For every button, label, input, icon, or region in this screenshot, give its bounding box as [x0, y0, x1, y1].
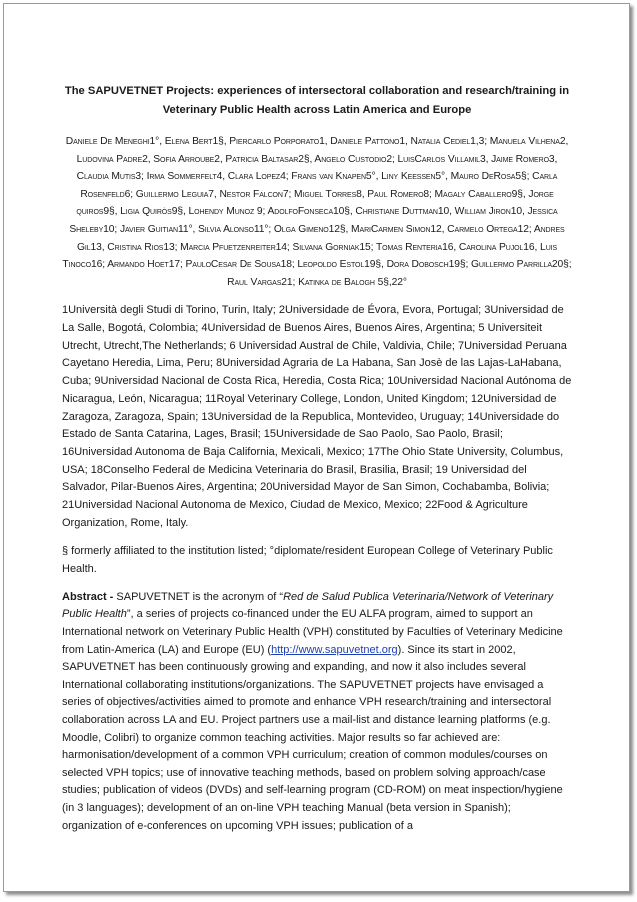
abstract-text-2: ”, a series of projects co-financed under the EU ALFA program, aimed to support an International network on Veterinary Public Health (VPH) constituted by Faculties of Veterinary Medicine from Latin-America (LA) and Europe (EU) ( — [62, 608, 563, 656]
affiliations: 1Università degli Studi di Torino, Turin, Italy; 2Universidade de Évora, Evora, Portugal; 3Universidad de La Salle, Bogotá, Colombia; 4Universidad de Buenos Aires, Buenos Aires, Argentina; 5 Universiteit Utrecht, Utrecht,The Netherlands; 6 Universidad Austral de Chile, Valdivia, Chile; 7Universidad Peruana Cayetano Heredia, Lima, Peru; 8Universidad Agraria de La Habana, San Josè de las Lajas-LaHabana, Cuba; 9Universidad Nacional de Costa Rica, Heredia, Costa Rica; 10Universidad Nacional Autónoma de Nicaragua, León, Nicaragua; 11Royal Veterinary College, London, United Kingdom; 12Universidad de Zaragoza, Zaragoza, Spain; 13Universidad de la Republica, Montevideo, Uruguay; 14Universidade do Estado de Santa Catarina, Lages, Brasil; 15Universidade de Sao Paolo, Sao Paolo, Brasil; 16Universidad Autonoma de Baja California, Mexicali, Mexico; 17The Ohio State University, Columbus, USA; 18Conselho Federal de Medicina Veterinaria do Brasil, Brasilia, Brasil; 19 Universidad del Salvador, Pilar-Buenos Aires, Argentina; 20Universidad Mayor de San Simon, Cochabamba, Bolivia; 21Universidad Nacional Autonoma de Mexico, Ciudad de Mexico, Mexico; 22Food & Agriculture Organization, Rome, Italy. — [62, 304, 572, 529]
author-list: Daniele De Meneghi1°, Elena Bert1§, Piercarlo Porporato1, Daniele Pattono1, Natalia Cediel1,3; Manuela Vilhena2, Ludovina Padre2, Sofia Arroube2, Patricia Baltasar2§, Angelo Custodio2; LuisCarlos Villamil3, Jaime Romero3, Claudia Mutis3; Irma Sommerfelt4, Clara Lopez4; Frans van Knapen5°, Liny Keessen5°, Mauro DeRosa5§; Carla Rosenfeld6; Guillermo Leguia7, Nestor Falcon7; Miguel Torres8, Paul Romero8; Magaly Caballero9§, Jorge quiros9§, Ligia Quiròs9§, Lohendy Munoz 9; AdolfoFonseca10§, Christiane Duttman10, William Jiron10, Jessica Sheleby10; Javier Guitian11°, Silvia Alonso11°; Olga Gimeno12§, MariCarmen Simon12, Carmelo Ortega12; Andres Gil13, Cristina Rios13; Marcia Pfuetzenreiter14; Silvana Gorniak15; Tomas Renteria16, Carolina Pujol16, Luis Tinoco16; Armando Hoet17; PauloCesar De Sousa18; Leopoldo Estol19§, Dora Dobosch19§; Guillermo Parrilla20§; Raul Vargas21; Katinka de Balogh 5§,22° — [62, 136, 572, 288]
title-line-2: Veterinary Public Health across Latin America and Europe — [162, 104, 472, 116]
abstract-label: Abstract - — [62, 590, 114, 603]
affiliation-note: § formerly affiliated to the institution listed; °diplomate/resident European College of Veterinary Public Health. — [62, 545, 553, 576]
paper-title — [62, 82, 572, 120]
abstract — [62, 589, 572, 835]
abstract-text-1: SAPUVETNET is the acronym of “ — [113, 590, 284, 603]
document-page — [3, 3, 630, 892]
title-line-1: The SAPUVETNET Projects: experiences of intersectoral collaboration and research/training in — [64, 85, 570, 97]
page-content — [62, 82, 572, 835]
abstract-text-3: ). Since its start in 2002, SAPUVETNET has been continuously growing and expanding, and now it also includes several International collaborating institutions/organizations. The SAPUVETNET projects have envisaged a series of objectives/activities aimed to promote and enhance VPH research/training and intersectoral collaboration across LA and EU. Project partners use a mail-list and distance learning platforms (e.g. Moodle, Colibri) to organize common teaching activities. Major results so far achieved are: harmonisation/development of a common VPH curriculum; creation of common modules/courses on selected VPH topics; use of innovative teaching methods, based on problem solving approach/case studies; publication of videos (DVDs) and self-learning program (CD-ROM) on meat inspection/hygiene (in 3 languages); development of an on-line VPH teaching Manual (beta version in Spanish); organization of e-conferences on upcoming VPH issues; publication of a — [62, 643, 563, 832]
abstract-italic-1: Red de Salud Publica Veterinaria/Network of Veterinary Public Health — [62, 590, 554, 621]
project-website-link[interactable]: http://www.sapuvetnet.org — [271, 643, 398, 656]
